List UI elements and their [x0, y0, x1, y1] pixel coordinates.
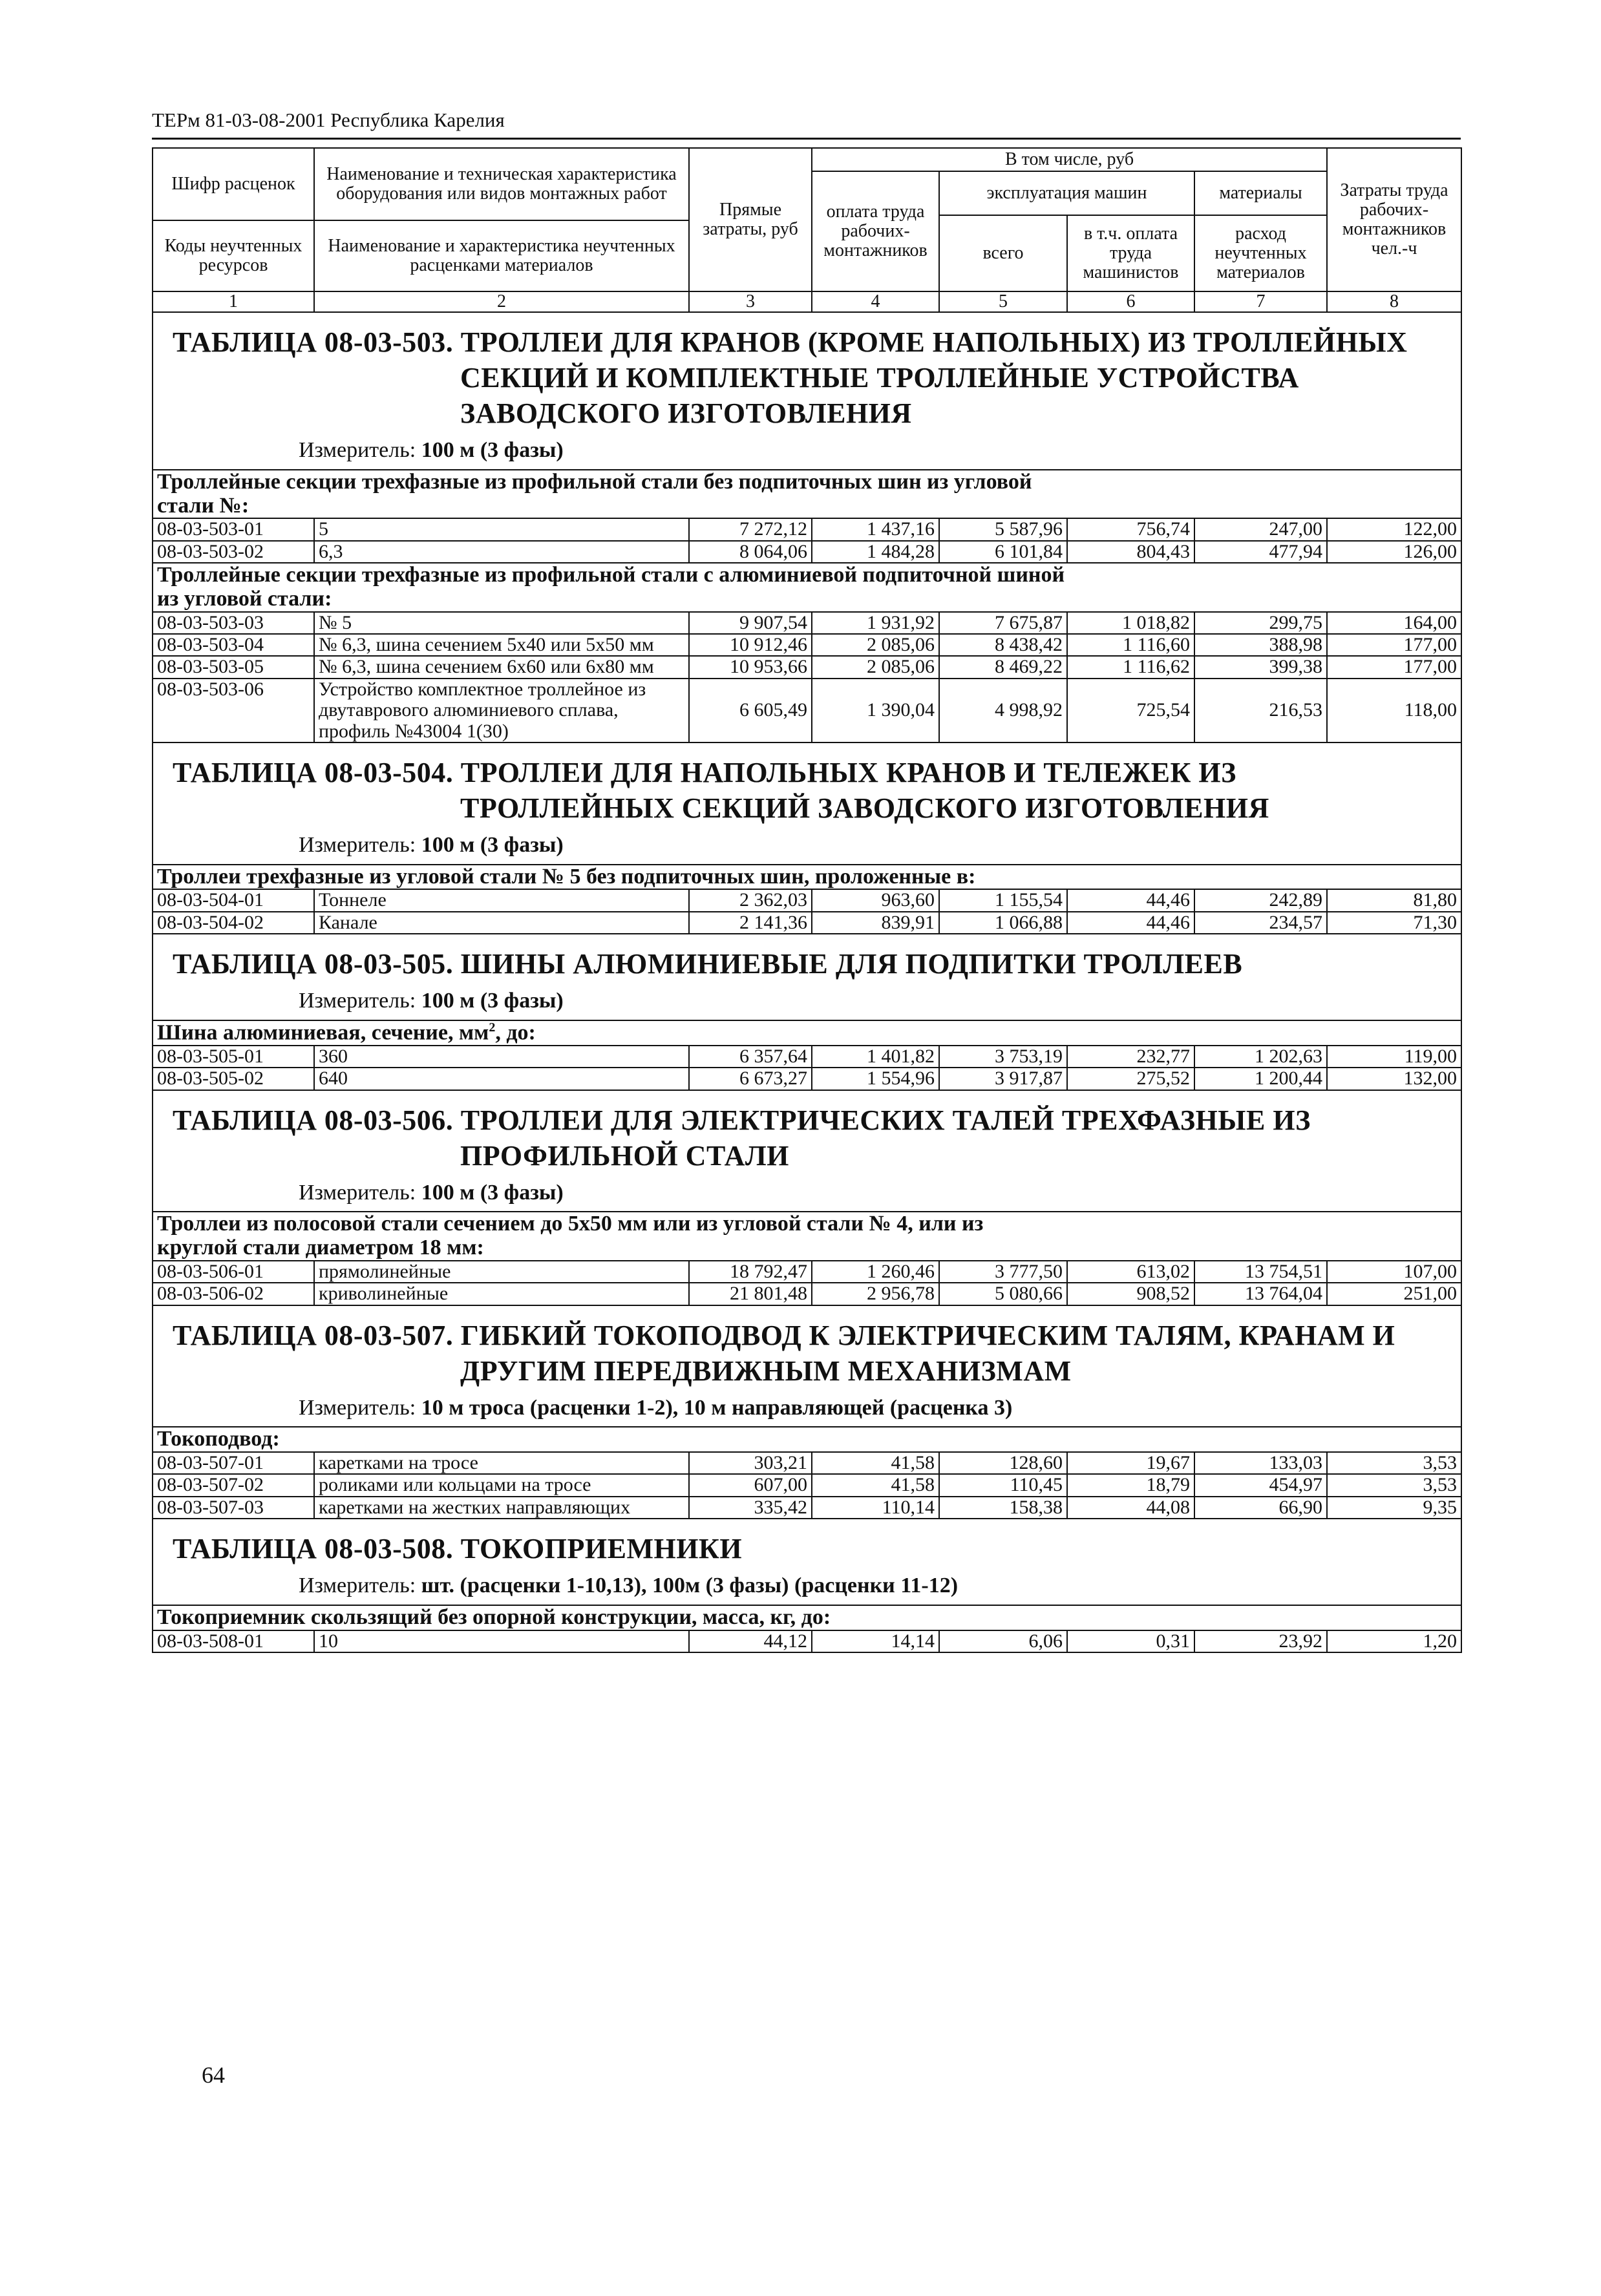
worker-pay-value: 1 260,46: [812, 1261, 939, 1283]
direct-costs-value: 44,12: [689, 1630, 812, 1652]
direct-costs-value: 2 362,03: [689, 889, 812, 911]
table-506-section-1: Троллеи из полосовой стали сечением до 5х50 мм или из угловой стали № 4, или из круглой стали диаметром 18 мм:: [153, 1212, 1461, 1260]
table-505-title-row: [153, 934, 1461, 1020]
rate-code: 08-03-503-06: [153, 679, 314, 743]
labor-value: 126,00: [1327, 541, 1461, 563]
rate-name: 10: [314, 1630, 689, 1652]
page-number: 64: [202, 2062, 225, 2088]
table-row: [153, 1474, 1461, 1496]
machines-total-value: 3 917,87: [939, 1068, 1067, 1090]
direct-costs-value: 335,42: [689, 1497, 812, 1519]
materials-value: 454,97: [1194, 1474, 1327, 1496]
labor-value: 81,80: [1327, 889, 1461, 911]
rate-code: 08-03-506-01: [153, 1261, 314, 1283]
machinist-pay-value: 18,79: [1067, 1474, 1194, 1496]
col-name-top: Наименование и техническая характеристика оборудования или видов монтажных работ: [314, 148, 689, 220]
machines-total-value: 1 155,54: [939, 889, 1067, 911]
rate-name: 360: [314, 1046, 689, 1068]
direct-costs-value: 7 272,12: [689, 518, 812, 540]
rate-name: роликами или кольцами на тросе: [314, 1474, 689, 1496]
machinist-pay-value: 44,46: [1067, 889, 1194, 911]
table-row: [153, 1452, 1461, 1474]
rate-name: Тоннеле: [314, 889, 689, 911]
materials-value: 477,94: [1194, 541, 1327, 563]
rate-code: 08-03-503-02: [153, 541, 314, 563]
table-504-title-row: [153, 743, 1461, 865]
direct-costs-value: 9 907,54: [689, 612, 812, 634]
rate-name: № 5: [314, 612, 689, 634]
worker-pay-value: 14,14: [812, 1630, 939, 1652]
table-row: [153, 612, 1461, 634]
col-labor: Затраты труда рабочих-монтажников чел.-ч: [1327, 148, 1461, 291]
materials-value: 1 202,63: [1194, 1046, 1327, 1068]
rate-name: криволинейные: [314, 1283, 689, 1305]
machines-total-value: 128,60: [939, 1452, 1067, 1474]
machines-total-value: 5 080,66: [939, 1283, 1067, 1305]
machinist-pay-value: 908,52: [1067, 1283, 1194, 1305]
materials-value: 399,38: [1194, 656, 1327, 678]
rate-name: Устройство комплектное троллейное из двутаврового алюминиевого сплава, профиль №43004 1(30): [314, 679, 689, 743]
rate-code: 08-03-505-02: [153, 1068, 314, 1090]
rate-code: 08-03-503-05: [153, 656, 314, 678]
table-507-title: ТАБЛИЦА 08-03-507. ГИБКИЙ ТОКОПОДВОД К ЭЛЕКТРИЧЕСКИМ ТАЛЯМ, КРАНАМ И ДРУГИМ ПЕРЕДВИЖНЫМ МЕХАНИЗМАМ: [173, 1319, 1395, 1387]
table-507-section-1: Токоподвод:: [153, 1427, 1461, 1452]
rate-name: каретками на тросе: [314, 1452, 689, 1474]
rate-name: 5: [314, 518, 689, 540]
worker-pay-value: 110,14: [812, 1497, 939, 1519]
rate-code: 08-03-507-02: [153, 1474, 314, 1496]
table-row: [153, 1046, 1461, 1068]
rates-table-wrapper: [152, 147, 1461, 1653]
rate-name: Канале: [314, 912, 689, 934]
table-row: [153, 541, 1461, 563]
direct-costs-value: 8 064,06: [689, 541, 812, 563]
table-row: [153, 889, 1461, 911]
machines-total-value: 1 066,88: [939, 912, 1067, 934]
worker-pay-value: 2 956,78: [812, 1283, 939, 1305]
machines-total-value: 4 998,92: [939, 679, 1067, 743]
rate-code: 08-03-503-04: [153, 634, 314, 656]
materials-value: 234,57: [1194, 912, 1327, 934]
table-506-title-row: [153, 1090, 1461, 1212]
table-506-title: ТАБЛИЦА 08-03-506. ТРОЛЛЕИ ДЛЯ ЭЛЕКТРИЧЕСКИХ ТАЛЕЙ ТРЕХФАЗНЫЕ ИЗ ПРОФИЛЬНОЙ СТАЛИ: [173, 1104, 1311, 1172]
rate-code: 08-03-503-03: [153, 612, 314, 634]
labor-value: 119,00: [1327, 1046, 1461, 1068]
worker-pay-value: 1 931,92: [812, 612, 939, 634]
table-508-title: ТАБЛИЦА 08-03-508. ТОКОПРИЕМНИКИ: [173, 1533, 743, 1565]
worker-pay-value: 839,91: [812, 912, 939, 934]
worker-pay-value: 1 437,16: [812, 518, 939, 540]
machines-total-value: 158,38: [939, 1497, 1067, 1519]
direct-costs-value: 303,21: [689, 1452, 812, 1474]
materials-value: 133,03: [1194, 1452, 1327, 1474]
rate-name: № 6,3, шина сечением 5х40 или 5х50 мм: [314, 634, 689, 656]
machinist-pay-value: 613,02: [1067, 1261, 1194, 1283]
labor-value: 3,53: [1327, 1452, 1461, 1474]
rate-code: 08-03-504-02: [153, 912, 314, 934]
col-num-7: 7: [1194, 291, 1327, 312]
rate-name: 640: [314, 1068, 689, 1090]
machinist-pay-value: 756,74: [1067, 518, 1194, 540]
direct-costs-value: 6 357,64: [689, 1046, 812, 1068]
column-number-row: [153, 291, 1461, 312]
col-group-incl: В том числе, руб: [812, 148, 1327, 171]
materials-value: 1 200,44: [1194, 1068, 1327, 1090]
materials-value: 242,89: [1194, 889, 1327, 911]
col-num-1: 1: [153, 291, 314, 312]
rate-code: 08-03-504-01: [153, 889, 314, 911]
col-num-5: 5: [939, 291, 1067, 312]
materials-value: 299,75: [1194, 612, 1327, 634]
table-507-measure: Измеритель: 10 м троса (расценки 1-2), 10 м направляющей (расценка 3): [299, 1395, 1013, 1420]
machines-total-value: 6,06: [939, 1630, 1067, 1652]
materials-value: 66,90: [1194, 1497, 1327, 1519]
col-code-top: Шифр расценок: [153, 148, 314, 220]
table-506-measure: Измеритель: 100 м (3 фазы): [299, 1180, 564, 1205]
table-row: [153, 1497, 1461, 1519]
rate-code: 08-03-507-01: [153, 1452, 314, 1474]
rate-code: 08-03-506-02: [153, 1283, 314, 1305]
labor-value: 132,00: [1327, 1068, 1461, 1090]
col-machines-total: всего: [939, 215, 1067, 291]
col-materials: материалы: [1194, 171, 1327, 215]
machinist-pay-value: 275,52: [1067, 1068, 1194, 1090]
rate-code: 08-03-508-01: [153, 1630, 314, 1652]
rate-code: 08-03-505-01: [153, 1046, 314, 1068]
table-503-measure: Измеритель: 100 м (3 фазы): [299, 438, 564, 463]
col-machines: эксплуатация машин: [939, 171, 1194, 215]
rate-code: 08-03-507-03: [153, 1497, 314, 1519]
col-num-2: 2: [314, 291, 689, 312]
col-code-bottom: Коды неучтенных ресурсов: [153, 220, 314, 291]
table-503-title-row: [153, 312, 1461, 470]
labor-value: 164,00: [1327, 612, 1461, 634]
table-508-section-1: Токоприемник скользящий без опорной конструкции, масса, кг, до:: [153, 1605, 1461, 1630]
worker-pay-value: 1 401,82: [812, 1046, 939, 1068]
materials-value: 216,53: [1194, 679, 1327, 743]
machines-total-value: 7 675,87: [939, 612, 1067, 634]
table-508-measure: Измеритель: шт. (расценки 1-10,13), 100м (3 фазы) (расценки 11-12): [299, 1574, 959, 1598]
table-503-section-2: Троллейные секции трехфазные из профильной стали с алюминиевой подпиточной шиной из угловой стали:: [153, 563, 1461, 611]
table-row: [153, 1068, 1461, 1090]
column-header-row-1: [153, 148, 1461, 171]
rate-name: № 6,3, шина сечением 6х60 или 6х80 мм: [314, 656, 689, 678]
table-row: [153, 1283, 1461, 1305]
col-num-8: 8: [1327, 291, 1461, 312]
table-row: [153, 1630, 1461, 1652]
table-505-section-1: Шина алюминиевая, сечение, $мм^2$, до:: [153, 1020, 1461, 1046]
labor-value: 107,00: [1327, 1261, 1461, 1283]
col-direct-costs: Прямые затраты, руб: [689, 148, 812, 291]
direct-costs-value: 10 912,46: [689, 634, 812, 656]
col-machinist-pay: в т.ч. оплата труда машинистов: [1067, 215, 1194, 291]
table-504-measure: Измеритель: 100 м (3 фазы): [299, 832, 564, 857]
machinist-pay-value: 1 116,62: [1067, 656, 1194, 678]
worker-pay-value: 2 085,06: [812, 634, 939, 656]
labor-value: 118,00: [1327, 679, 1461, 743]
labor-value: 1,20: [1327, 1630, 1461, 1652]
rate-name: каретками на жестких направляющих: [314, 1497, 689, 1519]
worker-pay-value: 41,58: [812, 1474, 939, 1496]
rates-table: [152, 147, 1462, 1653]
table-row: [153, 656, 1461, 678]
rate-name: 6,3: [314, 541, 689, 563]
col-num-3: 3: [689, 291, 812, 312]
col-name-bottom: Наименование и характеристика неучтенных расценками материалов: [314, 220, 689, 291]
table-508-title-row: [153, 1519, 1461, 1605]
machinist-pay-value: 804,43: [1067, 541, 1194, 563]
rate-name: прямолинейные: [314, 1261, 689, 1283]
materials-value: 247,00: [1194, 518, 1327, 540]
worker-pay-value: 963,60: [812, 889, 939, 911]
table-507-title-row: [153, 1305, 1461, 1427]
machines-total-value: 3 777,50: [939, 1261, 1067, 1283]
page-header: ТЕРм 81-03-08-2001 Республика Карелия: [152, 109, 505, 131]
table-row: [153, 1261, 1461, 1283]
machinist-pay-value: 232,77: [1067, 1046, 1194, 1068]
machinist-pay-value: 725,54: [1067, 679, 1194, 743]
table-503-title: ТАБЛИЦА 08-03-503. ТРОЛЛЕИ ДЛЯ КРАНОВ (КРОМЕ НАПОЛЬНЫХ) ИЗ ТРОЛЛЕЙНЫХ СЕКЦИЙ И КОМПЛЕКТНЫЕ ТРОЛЛЕЙНЫЕ УСТРОЙСТВА ЗАВОДСКОГО ИЗГОТОВЛЕНИЯ: [173, 326, 1408, 430]
machines-total-value: 8 438,42: [939, 634, 1067, 656]
machines-total-value: 5 587,96: [939, 518, 1067, 540]
table-504-title: ТАБЛИЦА 08-03-504. ТРОЛЛЕИ ДЛЯ НАПОЛЬНЫХ КРАНОВ И ТЕЛЕЖЕК ИЗ ТРОЛЛЕЙНЫХ СЕКЦИЙ ЗАВОДСКОГО ИЗГОТОВЛЕНИЯ: [173, 756, 1269, 824]
machinist-pay-value: 1 018,82: [1067, 612, 1194, 634]
table-504-section-1: Троллеи трехфазные из угловой стали № 5 без подпиточных шин, проложенные в:: [153, 865, 1461, 890]
labor-value: 177,00: [1327, 656, 1461, 678]
col-worker-pay: оплата труда рабочих-монтажников: [812, 171, 939, 291]
worker-pay-value: 1 554,96: [812, 1068, 939, 1090]
machinist-pay-value: 44,08: [1067, 1497, 1194, 1519]
materials-value: 23,92: [1194, 1630, 1327, 1652]
table-row: [153, 634, 1461, 656]
materials-value: 388,98: [1194, 634, 1327, 656]
table-row: [153, 518, 1461, 540]
col-num-6: 6: [1067, 291, 1194, 312]
header-rule: [152, 138, 1461, 140]
table-505-title: ТАБЛИЦА 08-03-505. ШИНЫ АЛЮМИНИЕВЫЕ ДЛЯ ПОДПИТКИ ТРОЛЛЕЕВ: [173, 948, 1243, 980]
labor-value: 122,00: [1327, 518, 1461, 540]
worker-pay-value: 1 390,04: [812, 679, 939, 743]
machinist-pay-value: 0,31: [1067, 1630, 1194, 1652]
table-row: [153, 679, 1461, 743]
machines-total-value: 6 101,84: [939, 541, 1067, 563]
worker-pay-value: 2 085,06: [812, 656, 939, 678]
worker-pay-value: 1 484,28: [812, 541, 939, 563]
table-505-measure: Измеритель: 100 м (3 фазы): [299, 989, 564, 1013]
direct-costs-value: 6 673,27: [689, 1068, 812, 1090]
machinist-pay-value: 19,67: [1067, 1452, 1194, 1474]
direct-costs-value: 10 953,66: [689, 656, 812, 678]
machines-total-value: 3 753,19: [939, 1046, 1067, 1068]
materials-value: 13 764,04: [1194, 1283, 1327, 1305]
table-503-section-1: Троллейные секции трехфазные из профильной стали без подпиточных шин из угловой стали №:: [153, 470, 1461, 518]
labor-value: 9,35: [1327, 1497, 1461, 1519]
direct-costs-value: 21 801,48: [689, 1283, 812, 1305]
labor-value: 177,00: [1327, 634, 1461, 656]
direct-costs-value: 18 792,47: [689, 1261, 812, 1283]
col-unaccounted-materials: расход неучтенных материалов: [1194, 215, 1327, 291]
labor-value: 71,30: [1327, 912, 1461, 934]
col-num-4: 4: [812, 291, 939, 312]
machinist-pay-value: 1 116,60: [1067, 634, 1194, 656]
worker-pay-value: 41,58: [812, 1452, 939, 1474]
labor-value: 251,00: [1327, 1283, 1461, 1305]
machines-total-value: 110,45: [939, 1474, 1067, 1496]
direct-costs-value: 6 605,49: [689, 679, 812, 743]
table-row: [153, 912, 1461, 934]
machinist-pay-value: 44,46: [1067, 912, 1194, 934]
rate-code: 08-03-503-01: [153, 518, 314, 540]
direct-costs-value: 2 141,36: [689, 912, 812, 934]
materials-value: 13 754,51: [1194, 1261, 1327, 1283]
direct-costs-value: 607,00: [689, 1474, 812, 1496]
machines-total-value: 8 469,22: [939, 656, 1067, 678]
labor-value: 3,53: [1327, 1474, 1461, 1496]
